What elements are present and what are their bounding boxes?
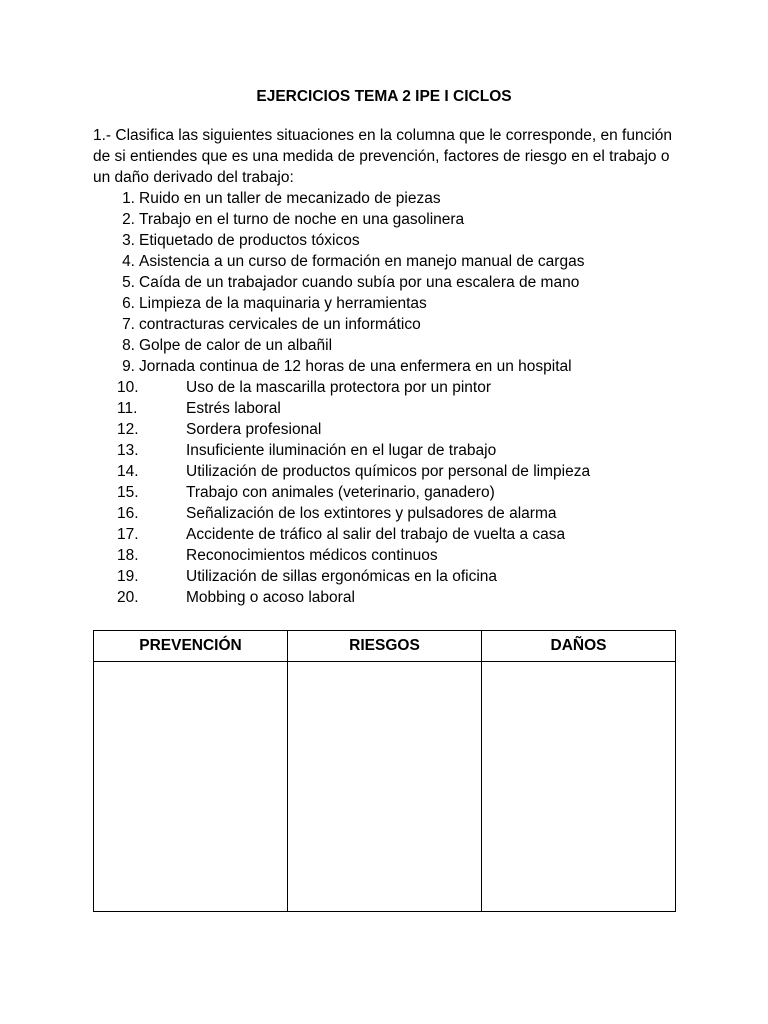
list-item bbox=[93, 587, 683, 608]
list-item bbox=[93, 566, 683, 587]
cell-riesgos[interactable] bbox=[288, 662, 482, 912]
situations-list bbox=[93, 188, 683, 608]
list-item bbox=[93, 524, 683, 545]
item-text: Golpe de calor de un albañil bbox=[139, 337, 333, 354]
item-text: Limpieza de la maquinaria y herramientas bbox=[139, 295, 427, 312]
item-number: 1. bbox=[122, 190, 135, 207]
list-item bbox=[93, 482, 683, 503]
item-number: 19. bbox=[117, 568, 139, 585]
list-item bbox=[93, 188, 683, 209]
item-number: 13. bbox=[117, 442, 139, 459]
table-answer-row bbox=[94, 662, 676, 912]
cell-danos[interactable] bbox=[482, 662, 676, 912]
list-item bbox=[93, 293, 683, 314]
item-text: Mobbing o acoso laboral bbox=[186, 589, 355, 606]
item-number: 5. bbox=[122, 274, 135, 291]
item-text: Trabajo con animales (veterinario, ganadero) bbox=[186, 484, 495, 501]
item-text: Caída de un trabajador cuando subía por una escalera de mano bbox=[139, 274, 580, 291]
item-text: Utilización de sillas ergonómicas en la oficina bbox=[186, 568, 498, 585]
item-text: Etiquetado de productos tóxicos bbox=[139, 232, 360, 249]
item-number: 10. bbox=[117, 379, 139, 396]
header-prevencion: PREVENCIÓN bbox=[94, 631, 288, 662]
list-item bbox=[93, 398, 683, 419]
item-number: 20. bbox=[117, 589, 139, 606]
list-item bbox=[93, 503, 683, 524]
item-text: Sordera profesional bbox=[186, 421, 322, 438]
item-text: Ruido en un taller de mecanizado de piezas bbox=[139, 190, 441, 207]
item-text: Insuficiente iluminación en el lugar de trabajo bbox=[186, 442, 497, 459]
list-item bbox=[93, 209, 683, 230]
item-number: 16. bbox=[117, 505, 139, 522]
item-text: Jornada continua de 12 horas de una enfermera en un hospital bbox=[139, 358, 572, 375]
item-number: 12. bbox=[117, 421, 139, 438]
list-item bbox=[93, 230, 683, 251]
item-number: 18. bbox=[117, 547, 139, 564]
item-number: 6. bbox=[122, 295, 135, 312]
item-text: Estrés laboral bbox=[186, 400, 281, 417]
list-item bbox=[93, 440, 683, 461]
item-number: 4. bbox=[122, 253, 135, 270]
item-number: 14. bbox=[117, 463, 139, 480]
item-text: Reconocimientos médicos continuos bbox=[186, 547, 438, 564]
header-riesgos: RIESGOS bbox=[288, 631, 482, 662]
item-number: 15. bbox=[117, 484, 139, 501]
item-number: 17. bbox=[117, 526, 139, 543]
item-text: Señalización de los extintores y pulsadores de alarma bbox=[186, 505, 557, 522]
list-item bbox=[93, 314, 683, 335]
list-item bbox=[93, 419, 683, 440]
list-item bbox=[93, 251, 683, 272]
list-item bbox=[93, 335, 683, 356]
item-number: 2. bbox=[122, 211, 135, 228]
list-item bbox=[93, 377, 683, 398]
exercise-instructions: 1.- Clasifica las siguientes situaciones en la columna que le corresponde, en función de si entiendes que es una medida de prevención, factores de riesgo en el trabajo o un daño derivado del trabajo: bbox=[93, 127, 673, 186]
item-number: 11. bbox=[117, 400, 138, 417]
header-danos: DAÑOS bbox=[482, 631, 676, 662]
item-number: 3. bbox=[122, 232, 135, 249]
item-text: Accidente de tráfico al salir del trabajo de vuelta a casa bbox=[186, 526, 566, 543]
list-item bbox=[93, 356, 683, 377]
item-text: contracturas cervicales de un informático bbox=[139, 316, 421, 333]
document-title: EJERCICIOS TEMA 2 IPE I CICLOS bbox=[256, 88, 512, 105]
classification-table bbox=[93, 630, 676, 912]
cell-prevencion[interactable] bbox=[94, 662, 288, 912]
item-number: 9. bbox=[122, 358, 135, 375]
table-header-row bbox=[94, 631, 676, 662]
item-number: 7. bbox=[122, 316, 135, 333]
list-item bbox=[93, 461, 683, 482]
item-text: Trabajo en el turno de noche en una gasolinera bbox=[139, 211, 465, 228]
item-text: Uso de la mascarilla protectora por un pintor bbox=[186, 379, 491, 396]
item-text: Utilización de productos químicos por personal de limpieza bbox=[186, 463, 591, 480]
list-item bbox=[93, 545, 683, 566]
item-number: 8. bbox=[122, 337, 135, 354]
item-text: Asistencia a un curso de formación en manejo manual de cargas bbox=[139, 253, 585, 270]
list-item bbox=[93, 272, 683, 293]
